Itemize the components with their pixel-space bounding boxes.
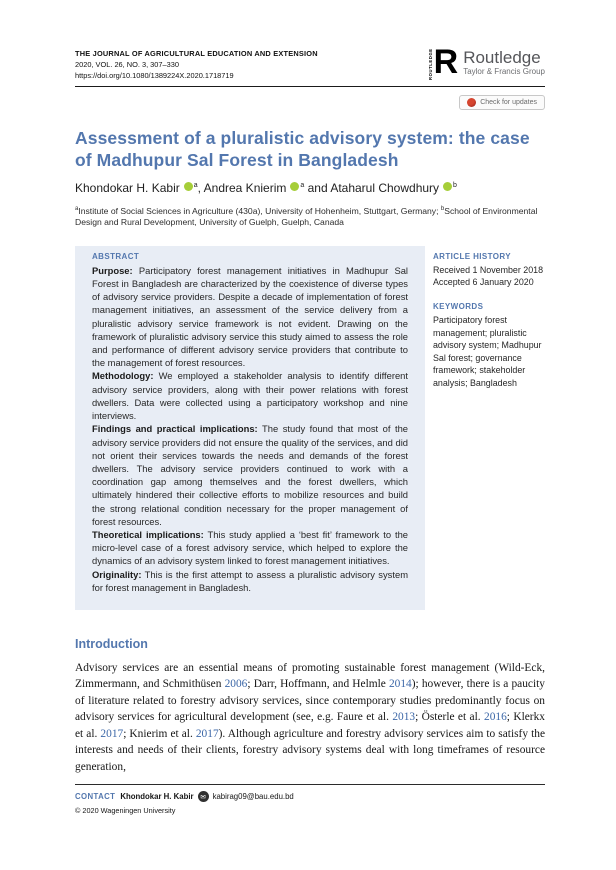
affiliation-text: School of Environmental Design and Rural Development, University of Guelph, Guelph, Canada	[75, 205, 538, 228]
routledge-r-glyph: R	[433, 43, 458, 81]
header-divider	[75, 86, 545, 87]
author-separator: and	[304, 181, 331, 195]
paragraph-text: ; Darr, Hoffmann, and Helmle	[247, 678, 389, 691]
abstract-paragraph-text: This is the first attempt to assess a pluralistic advisory system for forest management in Bangladesh.	[92, 568, 408, 593]
keywords-label: KEYWORDS	[433, 302, 484, 312]
article-history-lines	[433, 264, 545, 289]
abstract-paragraph-label: Findings and practical implications:	[92, 423, 258, 435]
abstract-paragraph	[92, 264, 408, 370]
article-history-line: Accepted 6 January 2020	[433, 277, 534, 288]
paragraph-text: ; Klerkx et al.	[75, 711, 545, 740]
journal-volume-line: 2020, VOL. 26, NO. 3, 307–330	[75, 60, 179, 69]
citation-link[interactable]: 2016	[484, 711, 507, 724]
author-line	[75, 181, 545, 195]
author-affiliation-sup: a	[193, 182, 198, 189]
section-title-introduction: Introduction	[75, 636, 148, 651]
article-meta-sidebar	[433, 246, 545, 610]
copyright-line: © 2020 Wageningen University	[75, 806, 176, 816]
abstract-paragraph	[92, 422, 408, 528]
abstract-paragraph-label: Originality:	[92, 568, 142, 580]
citation-link[interactable]: 2014	[388, 678, 412, 691]
abstract-box	[75, 246, 425, 610]
abstract-paragraph-label: Purpose:	[92, 264, 133, 276]
abstract-paragraph-text: Participatory forest management initiatives in Madhupur Sal Forest in Bangladesh are characterized by the coexistence of diverse types of advisory service providers. Despite a decade of implementation of forest management initiatives, an assessment of the service delivery from a pluralistic advisory service framework is not evident. Drawing on the framework of pluralistic advisory service this study aimed to assess the role and performance of different advisory service providers that contribute to the management of forest resources.	[92, 264, 408, 369]
abstract-paragraph	[92, 369, 408, 422]
journal-header	[75, 43, 545, 81]
abstract-paragraph-label: Methodology:	[92, 370, 154, 382]
author-affiliation-sup: b	[453, 182, 457, 189]
citation-link[interactable]: 2017	[195, 727, 219, 740]
citation-link[interactable]: 2017	[100, 727, 124, 740]
check-for-updates-label: Check for updates	[480, 99, 537, 106]
introduction-paragraph	[75, 660, 545, 776]
orcid-icon[interactable]	[290, 182, 299, 191]
keywords-block	[433, 302, 545, 390]
affiliation-sup: a	[75, 206, 79, 212]
citation-link[interactable]: 2006	[224, 678, 248, 691]
routledge-logo	[428, 43, 545, 81]
check-for-updates-button[interactable]	[459, 95, 545, 110]
paragraph-text: ; Knierim et al.	[123, 727, 196, 740]
journal-info	[75, 48, 318, 81]
abstract-paragraph	[92, 568, 408, 594]
keywords-text: Participatory forest management; pluralistic advisory system; Madhupur Sal forest; governance framework; stakeholder analysis; Bangladesh	[433, 315, 542, 389]
doi-link[interactable]: https://doi.org/10.1080/1389224X.2020.1718719	[75, 71, 234, 80]
abstract-label: ABSTRACT	[92, 251, 140, 261]
affiliations	[75, 204, 545, 229]
author-name: Khondokar H. Kabir	[75, 181, 180, 195]
badge-row	[75, 95, 545, 110]
crossmark-icon	[467, 98, 476, 107]
contact-email-link[interactable]: kabirag09@bau.edu.bd	[212, 792, 294, 802]
footer-divider	[75, 784, 545, 785]
orcid-icon[interactable]	[443, 182, 452, 191]
paragraph-text: ; Österle et al.	[415, 711, 485, 724]
paragraph-text: Advisory services are an essential means of promoting sustainable forest management (Wild-Eck, Zimmermann, and Schmithüsen	[75, 661, 545, 691]
journal-name: THE JOURNAL OF AGRICULTURAL EDUCATION AND EXTENSION	[75, 49, 318, 58]
article-history-block	[433, 252, 545, 289]
abstract-paragraph-text: This study applied a ‘best fit’ framework to the micro-level case of a forest advisory service, which helped to explore the dynamics of an advisory system linked to forest management initiatives.	[92, 528, 408, 567]
routledge-vertical-text: ROUTLEDGE	[428, 48, 434, 80]
article-history-line: Received 1 November 2018	[433, 264, 544, 275]
abstract-paragraph-text: The study found that most of the advisory service providers did not ensure the quality of the services, and did not orient their services towards the needs and demands of the forest dwellers. The advisory service providers continued to work with a coordination gap among themselves and the forest dwellers, which ultimately hindered their collective efforts to mobilize resources and build the strong relational condition necessary for the proper management of forest resources.	[92, 423, 409, 527]
orcid-icon[interactable]	[184, 182, 193, 191]
paragraph-text: ). Although agriculture and forestry advisory services aim to satisfy the interests and needs of their clients, forestry advisory systems deal with long timeframes of resource generation,	[75, 727, 546, 773]
paragraph-text: ); however, there is a paucity of literature related to forestry advisory services, since contemporary studies predominantly focus on advisory services for agricultural development (see, e.g. Faure et al.	[75, 678, 546, 724]
author-name: Ataharul Chowdhury	[330, 181, 440, 195]
article-title: Assessment of a pluralistic advisory system: the case of Madhupur Sal Forest in Bangladesh	[75, 128, 530, 170]
routledge-logo-mark-icon	[428, 43, 458, 81]
abstract-paragraph-label: Theoretical implications:	[92, 528, 204, 540]
abstract-body	[92, 264, 408, 594]
affiliation-sup: b	[440, 206, 445, 212]
author-name: Andrea Knierim	[203, 181, 287, 195]
affiliation-text: Institute of Social Sciences in Agriculture (430a), University of Hohenheim, Stuttgart, Germany;	[78, 205, 441, 216]
contact-name: Khondokar H. Kabir	[120, 792, 194, 802]
publisher-group: Taylor & Francis Group	[463, 67, 545, 76]
author-separator: ,	[197, 181, 204, 195]
contact-line	[75, 791, 545, 802]
citation-link[interactable]: 2013	[392, 711, 416, 724]
author-affiliation-sup: a	[300, 182, 305, 189]
abstract-paragraph	[92, 528, 408, 568]
publisher-wordmark	[463, 49, 545, 77]
contact-label: CONTACT	[75, 792, 116, 802]
abstract-paragraph-text: We employed a stakeholder analysis to identify different advisory service providers, along with their power relations with forest dwellers. Data were collected using a participatory workshop and nine interviews.	[92, 370, 408, 422]
email-icon	[198, 791, 209, 802]
publisher-name: Routledge	[463, 48, 541, 67]
abstract-section	[75, 246, 545, 610]
article-history-label: ARTICLE HISTORY	[433, 251, 512, 261]
